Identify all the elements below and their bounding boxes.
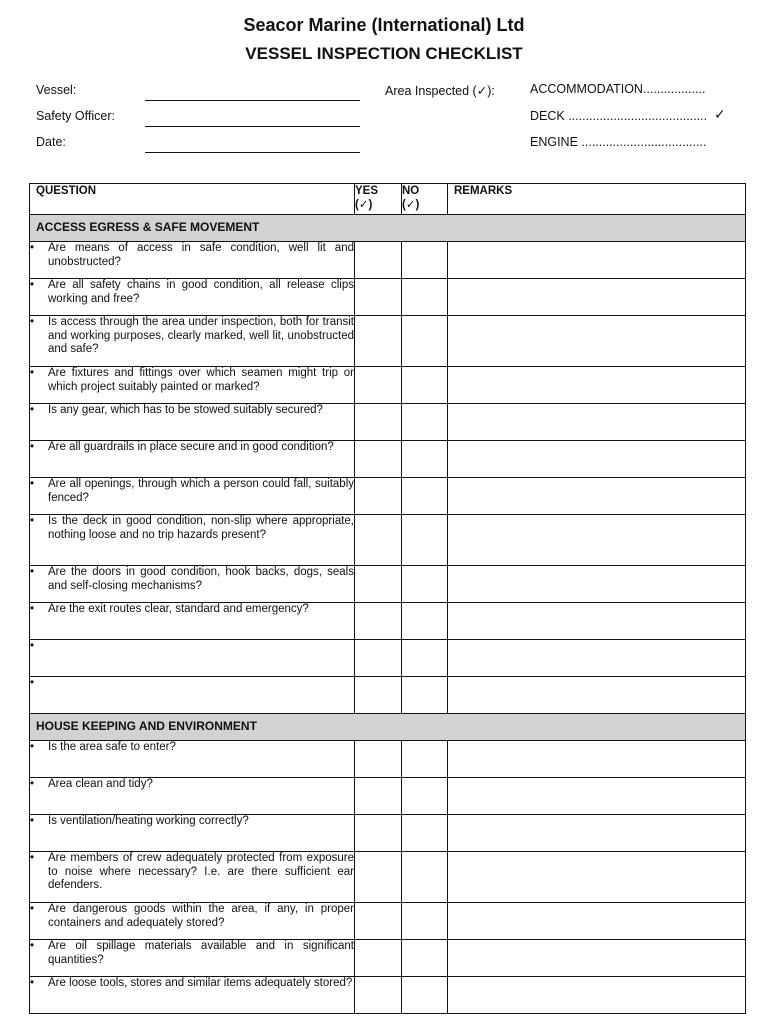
section-header: ACCESS EGRESS & SAFE MOVEMENT: [30, 215, 746, 242]
remarks-cell[interactable]: [448, 478, 746, 515]
question-column-header: QUESTION: [30, 184, 355, 215]
yes-cell[interactable]: [355, 778, 402, 815]
yes-cell[interactable]: [355, 940, 402, 977]
remarks-cell[interactable]: [448, 603, 746, 640]
table-row: • Are members of crew adequately protected from exposure to noise where necessary? I.e. are there sufficient ear defenders.: [30, 852, 746, 903]
remarks-cell[interactable]: [448, 677, 746, 714]
question-text[interactable]: [48, 640, 354, 654]
remarks-cell[interactable]: [448, 279, 746, 316]
section-header: HOUSE KEEPING AND ENVIRONMENT: [30, 714, 746, 741]
no-cell[interactable]: [402, 741, 448, 778]
table-header-row: [30, 184, 746, 215]
table-row: • Are all guardrails in place secure and in good condition?: [30, 441, 746, 478]
no-cell[interactable]: [402, 977, 448, 1014]
table-row: • Are fixtures and fittings over which seamen might trip or which project suitably painted or marked?: [30, 367, 746, 404]
no-cell[interactable]: [402, 367, 448, 404]
table-row: • Is the area safe to enter?: [30, 741, 746, 778]
vessel-label: Vessel:: [36, 83, 77, 97]
table-row: • Is access through the area under inspection, both for transit and working purposes, clearly marked, well lit, unobstructed and safe?: [30, 316, 746, 367]
question-text: Are loose tools, stores and similar items adequately stored?: [48, 977, 353, 989]
question-text: Are all guardrails in place secure and in good condition?: [48, 441, 334, 453]
area-option-deck[interactable]: DECK ........................................: [530, 109, 708, 123]
yes-cell[interactable]: [355, 478, 402, 515]
no-cell[interactable]: [402, 566, 448, 603]
yes-cell[interactable]: [355, 677, 402, 714]
no-cell[interactable]: [402, 677, 448, 714]
yes-cell[interactable]: [355, 404, 402, 441]
table-row: • Are loose tools, stores and similar items adequately stored?: [30, 977, 746, 1014]
yes-cell[interactable]: [355, 640, 402, 677]
table-row: • Are means of access in safe condition, well lit and unobstructed?: [30, 242, 746, 279]
question-text: Is ventilation/heating working correctly?: [48, 815, 249, 827]
vessel-field[interactable]: [145, 100, 360, 101]
yes-column-header: YES (✓): [355, 184, 402, 215]
no-cell[interactable]: [402, 242, 448, 279]
remarks-cell[interactable]: [448, 441, 746, 478]
table-row: • Are oil spillage materials available and in significant quantities?: [30, 940, 746, 977]
area-option-accommodation[interactable]: ACCOMMODATION..................: [530, 82, 706, 96]
remarks-cell[interactable]: [448, 316, 746, 367]
question-text: Are all safety chains in good condition, all release clips working and free?: [48, 279, 354, 305]
no-cell[interactable]: [402, 478, 448, 515]
no-cell[interactable]: [402, 852, 448, 903]
safety-officer-field[interactable]: [145, 126, 360, 127]
question-text: Is any gear, which has to be stowed suitably secured?: [48, 404, 323, 416]
yes-cell[interactable]: [355, 279, 402, 316]
remarks-column-header: REMARKS: [448, 184, 746, 215]
area-inspected-label: Area Inspected (✓):: [385, 84, 495, 98]
remarks-cell[interactable]: [448, 741, 746, 778]
remarks-cell[interactable]: [448, 852, 746, 903]
table-row: • Are the exit routes clear, standard and emergency?: [30, 603, 746, 640]
yes-cell[interactable]: [355, 316, 402, 367]
remarks-cell[interactable]: [448, 404, 746, 441]
question-text: Are fixtures and fittings over which seamen might trip or which project suitably painted or marked?: [48, 367, 354, 393]
remarks-cell[interactable]: [448, 566, 746, 603]
remarks-cell[interactable]: [448, 940, 746, 977]
document-title: VESSEL INSPECTION CHECKLIST: [245, 44, 523, 63]
question-text: Is access through the area under inspection, both for transit and working purposes, clearly marked, well lit, unobstructed and safe?: [48, 316, 354, 356]
no-cell[interactable]: [402, 404, 448, 441]
table-row: • Is the deck in good condition, non-slip where appropriate, nothing loose and no trip hazards present?: [30, 515, 746, 566]
yes-cell[interactable]: [355, 852, 402, 903]
no-cell[interactable]: [402, 316, 448, 367]
table-row: • Area clean and tidy?: [30, 778, 746, 815]
no-cell[interactable]: [402, 940, 448, 977]
remarks-cell[interactable]: [448, 640, 746, 677]
remarks-cell[interactable]: [448, 367, 746, 404]
question-text: Are the doors in good condition, hook backs, dogs, seals and self-closing mechanisms?: [48, 566, 354, 592]
no-column-header: NO (✓): [402, 184, 448, 215]
no-cell[interactable]: [402, 778, 448, 815]
table-row: •: [30, 640, 746, 677]
area-option-engine[interactable]: ENGINE ....................................: [530, 135, 707, 149]
deck-checkmark: ✓: [714, 106, 726, 122]
yes-cell[interactable]: [355, 566, 402, 603]
remarks-cell[interactable]: [448, 242, 746, 279]
remarks-cell[interactable]: [448, 515, 746, 566]
question-text: Are all openings, through which a person could fall, suitably fenced?: [48, 478, 354, 504]
question-text: Are the exit routes clear, standard and emergency?: [48, 603, 309, 615]
table-row: • Are all safety chains in good condition, all release clips working and free?: [30, 279, 746, 316]
table-row: • Are the doors in good condition, hook backs, dogs, seals and self-closing mechanisms?: [30, 566, 746, 603]
yes-cell[interactable]: [355, 515, 402, 566]
company-name: Seacor Marine (International) Ltd: [243, 15, 525, 35]
remarks-cell[interactable]: [448, 977, 746, 1014]
no-cell[interactable]: [402, 603, 448, 640]
yes-cell[interactable]: [355, 367, 402, 404]
question-text: Are oil spillage materials available and in significant quantities?: [48, 940, 354, 966]
remarks-cell[interactable]: [448, 815, 746, 852]
table-row: • Are dangerous goods within the area, if any, in proper containers and adequately stored?: [30, 903, 746, 940]
no-cell[interactable]: [402, 441, 448, 478]
question-text: Are means of access in safe condition, well lit and unobstructed?: [48, 242, 354, 268]
no-cell[interactable]: [402, 279, 448, 316]
yes-cell[interactable]: [355, 603, 402, 640]
no-cell[interactable]: [402, 640, 448, 677]
question-text: Is the area safe to enter?: [48, 741, 176, 753]
date-field[interactable]: [145, 152, 360, 153]
no-cell[interactable]: [402, 515, 448, 566]
question-text[interactable]: [48, 677, 354, 691]
yes-cell[interactable]: [355, 977, 402, 1014]
table-row: • Is ventilation/heating working correctly?: [30, 815, 746, 852]
remarks-cell[interactable]: [448, 903, 746, 940]
checklist-table: [29, 183, 746, 1014]
safety-officer-label: Safety Officer:: [36, 109, 115, 123]
table-row: • Is any gear, which has to be stowed suitably secured?: [30, 404, 746, 441]
remarks-cell[interactable]: [448, 778, 746, 815]
yes-cell[interactable]: [355, 242, 402, 279]
date-label: Date:: [36, 135, 66, 149]
no-cell[interactable]: [402, 903, 448, 940]
yes-cell[interactable]: [355, 815, 402, 852]
no-cell[interactable]: [402, 815, 448, 852]
yes-cell[interactable]: [355, 903, 402, 940]
question-text: Are members of crew adequately protected from exposure to noise where necessary? I.e. are there sufficient ear defenders.: [48, 852, 354, 892]
table-row: • Are all openings, through which a person could fall, suitably fenced?: [30, 478, 746, 515]
yes-cell[interactable]: [355, 441, 402, 478]
question-text: Area clean and tidy?: [48, 778, 153, 790]
question-text: Is the deck in good condition, non-slip where appropriate, nothing loose and no trip hazards present?: [48, 515, 354, 541]
question-text: Are dangerous goods within the area, if any, in proper containers and adequately stored?: [48, 903, 354, 929]
yes-cell[interactable]: [355, 741, 402, 778]
table-row: •: [30, 677, 746, 714]
